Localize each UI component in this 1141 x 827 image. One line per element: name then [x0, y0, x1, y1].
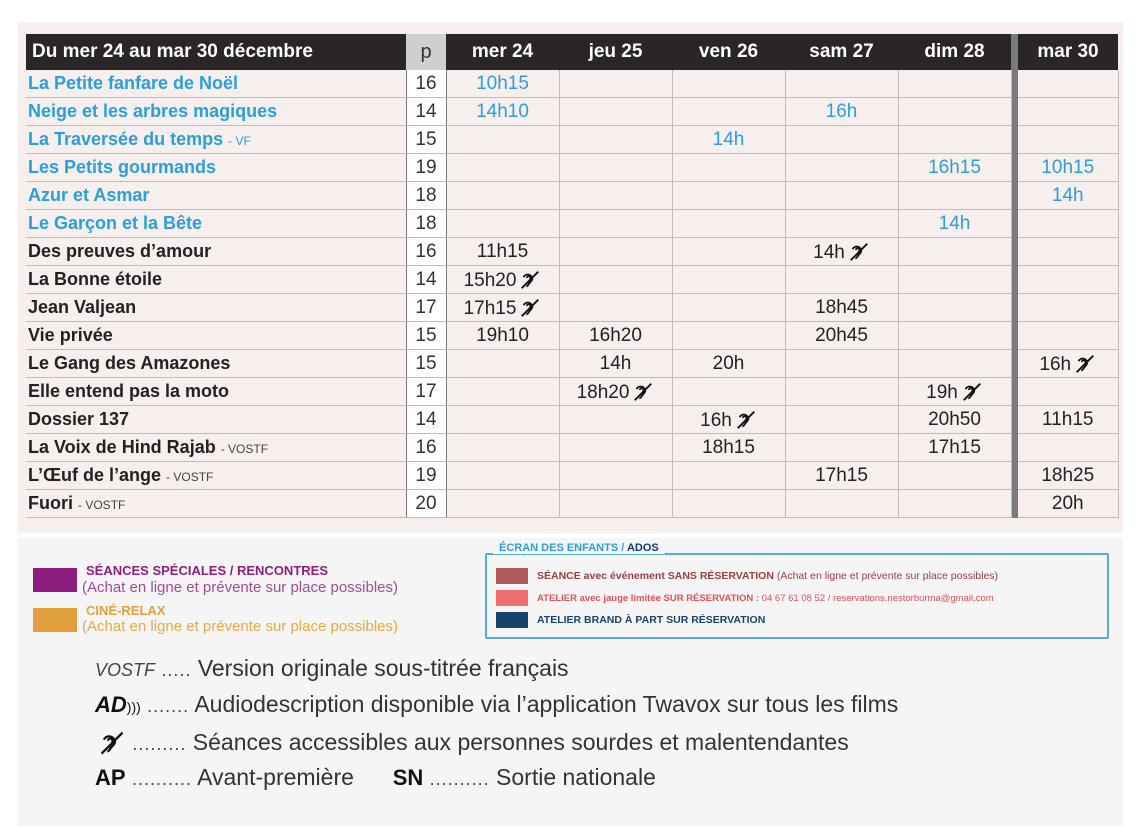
showtime: 17h15: [463, 297, 517, 319]
showtime-cell: [672, 154, 785, 182]
week-separator: [1011, 350, 1018, 378]
showtime: 18h25: [1041, 464, 1095, 486]
film-title: Des preuves d’amour: [28, 241, 212, 261]
showtime-cell: [446, 294, 559, 322]
showtime-cell: [1018, 154, 1118, 182]
table-row: [26, 434, 1118, 462]
showtime-cell: [785, 238, 898, 266]
film-title: Dossier 137: [28, 409, 130, 429]
dots: ..........: [131, 769, 192, 789]
film-title: La Petite fanfare de Noël: [28, 73, 239, 93]
showtime: 11h15: [476, 240, 529, 262]
film-title-cell: [26, 434, 406, 462]
kids-workshop-rest: 04 67 61 08 52 / reservations.nestorburma@gmail.com: [759, 593, 994, 604]
showtime-cell: [672, 294, 785, 322]
showtime-cell: [559, 154, 672, 182]
film-title-cell: [26, 154, 406, 182]
showtime-cell: [898, 406, 1011, 434]
showtime-cell: [559, 210, 672, 238]
version-tag: - VF: [228, 134, 251, 148]
showtime-cell: [559, 350, 672, 378]
hearing-text: Séances accessibles aux personnes sourdes et malentendantes: [192, 729, 849, 755]
showtime-cell: [898, 350, 1011, 378]
screen-number: 15: [406, 350, 446, 378]
week-separator: [1011, 182, 1018, 210]
showtime: 17h15: [815, 464, 868, 486]
film-title: Le Gang des Amazones: [28, 353, 231, 373]
showtime-cell: [672, 350, 785, 378]
showtime-cell: [898, 182, 1011, 210]
table-row: [26, 294, 1118, 322]
showtime-cell: [446, 490, 559, 518]
film-title-cell: [26, 490, 406, 518]
film-title-cell: [26, 322, 406, 350]
film-title: Azur et Asmar: [28, 185, 150, 205]
table-row: [26, 462, 1118, 490]
film-title: La Traversée du temps: [28, 129, 224, 149]
showtime: 19h: [926, 381, 958, 403]
showtime-cell: [672, 182, 785, 210]
showtime-cell: [559, 98, 672, 126]
showtime-cell: [785, 322, 898, 350]
showtime: 19h10: [476, 324, 529, 346]
showtime-cell: [785, 350, 898, 378]
abbr-ap-sn: [95, 764, 656, 791]
showtime-cell: [446, 154, 559, 182]
vostf-text: Version originale sous-titrée français: [197, 655, 569, 681]
week-separator: [1011, 34, 1018, 70]
showtime-cell: [446, 126, 559, 154]
film-title-cell: [26, 126, 406, 154]
showtime-cell: [898, 154, 1011, 182]
table-row: [26, 154, 1118, 182]
showtime-cell: [672, 98, 785, 126]
table-row: [26, 182, 1118, 210]
showtime-cell: [785, 490, 898, 518]
film-title-cell: [26, 462, 406, 490]
version-tag: - VOSTF: [78, 498, 126, 512]
film-title-cell: [26, 294, 406, 322]
week-separator: [1011, 238, 1018, 266]
table-row: [26, 490, 1118, 518]
showtime-cell: [559, 238, 672, 266]
showtime-cell: [898, 238, 1011, 266]
relax-swatch: [33, 608, 77, 632]
hearing-impaired-icon: [961, 380, 983, 402]
film-title: La Bonne étoile: [28, 269, 163, 289]
showtime-cell: [559, 266, 672, 294]
p-column-header: p: [406, 34, 446, 70]
showtime-cell: [672, 266, 785, 294]
screen-number: 14: [406, 406, 446, 434]
day-header: jeu 25: [559, 34, 672, 70]
showtime-cell: [559, 462, 672, 490]
hearing-impaired-icon: [519, 296, 541, 318]
week-separator: [1011, 210, 1018, 238]
showtime-cell: [1018, 406, 1118, 434]
showtime-cell: [672, 126, 785, 154]
ad-text: Audiodescription disponible via l’application Twavox sur tous les films: [194, 691, 899, 717]
week-separator: [1011, 294, 1018, 322]
showtime-cell: [785, 154, 898, 182]
screen-number: 14: [406, 98, 446, 126]
showtime-cell: [446, 434, 559, 462]
showtime-cell: [559, 322, 672, 350]
week-separator: [1011, 434, 1018, 462]
showtime-cell: [559, 490, 672, 518]
showtime-cell: [559, 294, 672, 322]
showtime-cell: [898, 266, 1011, 294]
film-title-cell: [26, 210, 406, 238]
film-title: La Voix de Hind Rajab: [28, 437, 216, 457]
showtime-cell: [446, 350, 559, 378]
week-separator: [1011, 70, 1018, 98]
showtime: 18h20: [576, 381, 630, 403]
showtime: 16h: [1039, 353, 1072, 375]
day-header: ven 26: [672, 34, 785, 70]
table-row: [26, 70, 1118, 98]
hearing-impaired-icon: [98, 728, 126, 756]
showtime-cell: [672, 434, 785, 462]
showtime-cell: [446, 70, 559, 98]
week-separator: [1011, 462, 1018, 490]
kids-event-swatch: [496, 568, 528, 584]
showtime: 14h10: [476, 100, 529, 122]
table-row: [26, 350, 1118, 378]
screen-number: 17: [406, 294, 446, 322]
showtime-cell: [898, 322, 1011, 350]
film-title: Elle entend pas la moto: [28, 381, 230, 401]
film-title-cell: [26, 238, 406, 266]
week-separator: [1011, 406, 1018, 434]
day-header: dim 28: [898, 34, 1011, 70]
showtime-cell: [1018, 126, 1118, 154]
showtime: 16h15: [928, 156, 981, 178]
showtime-cell: [672, 378, 785, 406]
showtime-cell: [898, 434, 1011, 462]
showtime: 15h20: [463, 269, 517, 291]
showtime-cell: [446, 406, 559, 434]
table-row: [26, 98, 1118, 126]
week-separator: [1011, 490, 1018, 518]
hearing-impaired-icon: [1074, 352, 1096, 374]
period-title: Du mer 24 au mar 30 décembre: [26, 34, 406, 70]
special-swatch: [33, 568, 77, 592]
ados-heading: ADOS: [626, 542, 659, 554]
film-title: Fuori: [28, 493, 73, 513]
kids-brand-bold: ATELIER BRAND À PART SUR RÉSERVATION: [537, 614, 766, 626]
showtime: 14h: [712, 128, 745, 150]
special-subtitle: (Achat en ligne et prévente sur place possibles): [82, 579, 399, 596]
ad-key: AD: [95, 692, 127, 717]
showtime: 16h: [700, 409, 732, 431]
table-row: [26, 406, 1118, 434]
table-row: [26, 322, 1118, 350]
sn-key: SN: [392, 765, 424, 790]
showtime: 20h: [712, 352, 745, 374]
showtime: 14h: [1051, 184, 1084, 206]
showtime-cell: [672, 490, 785, 518]
showtime-cell: [446, 238, 559, 266]
table-row: [26, 378, 1118, 406]
film-title-cell: [26, 350, 406, 378]
showtime-cell: [1018, 322, 1118, 350]
showtime-cell: [785, 70, 898, 98]
showtime-cell: [785, 98, 898, 126]
showtime: 20h: [1051, 492, 1084, 514]
hearing-impaired-icon: [632, 380, 654, 402]
showtime-cell: [1018, 350, 1118, 378]
abbr-vostf: [95, 655, 569, 682]
kids-workshop-row: [537, 593, 994, 604]
version-tag: - VOSTF: [220, 442, 269, 456]
showtime-cell: [672, 210, 785, 238]
showtime-cell: [898, 210, 1011, 238]
kids-workshop-bold: ATELIER avec jauge limitée SUR RÉSERVATION :: [537, 593, 760, 604]
showtime-cell: [898, 378, 1011, 406]
showtime-cell: [1018, 462, 1118, 490]
showtime-cell: [1018, 210, 1118, 238]
film-title: Les Petits gourmands: [28, 157, 217, 177]
day-header: sam 27: [785, 34, 898, 70]
showtime: 14h: [599, 352, 632, 374]
showtime: 17h15: [928, 436, 981, 458]
showtime-cell: [1018, 70, 1118, 98]
film-title: Vie privée: [28, 325, 113, 345]
showtime-cell: [1018, 490, 1118, 518]
kids-brand-row: [537, 614, 765, 626]
screen-number: 17: [406, 378, 446, 406]
film-title: Jean Valjean: [28, 297, 137, 317]
showtime-cell: [446, 322, 559, 350]
week-separator: [1011, 98, 1018, 126]
film-title: Neige et les arbres magiques: [28, 101, 278, 121]
showtime-cell: [559, 406, 672, 434]
showtime-cell: [785, 210, 898, 238]
showtime-cell: [1018, 182, 1118, 210]
showtime: 14h: [938, 212, 971, 234]
week-separator: [1011, 126, 1018, 154]
showtime-cell: [559, 70, 672, 98]
showtime-cell: [1018, 378, 1118, 406]
hearing-impaired-icon: [519, 268, 541, 290]
sn-text: Sortie nationale: [496, 764, 656, 790]
screen-number: 18: [406, 182, 446, 210]
kids-event-row: [537, 570, 998, 582]
showtime-cell: [785, 266, 898, 294]
screen-number: 15: [406, 126, 446, 154]
film-title: Le Garçon et la Bête: [28, 213, 203, 233]
screen-number: 16: [406, 238, 446, 266]
screen-number: 18: [406, 210, 446, 238]
showtime-cell: [898, 126, 1011, 154]
film-title-cell: [26, 378, 406, 406]
showtime-cell: [785, 182, 898, 210]
showtime: 16h20: [589, 324, 642, 346]
kids-workshop-swatch: [496, 590, 528, 606]
special-title: SÉANCES SPÉCIALES / RENCONTRES: [86, 563, 328, 578]
showtime: 18h45: [815, 296, 868, 318]
showtime: 10h15: [1041, 156, 1095, 178]
showtime-cell: [559, 434, 672, 462]
showtime-cell: [559, 126, 672, 154]
film-title-cell: [26, 98, 406, 126]
showtime-cell: [446, 182, 559, 210]
showtime: 10h15: [476, 72, 529, 94]
screen-number: 19: [406, 154, 446, 182]
showtime-cell: [672, 70, 785, 98]
version-tag: - VOSTF: [166, 470, 214, 484]
showtime: 14h: [813, 241, 845, 263]
showtime-cell: [1018, 294, 1118, 322]
table-row: [26, 266, 1118, 294]
showtime-cell: [1018, 98, 1118, 126]
screen-number: 20: [406, 490, 446, 518]
showtime-cell: [1018, 434, 1118, 462]
kids-event-bold: SÉANCE avec événement SANS RÉSERVATION: [537, 570, 774, 582]
kids-brand-swatch: [496, 612, 528, 628]
screen-number: 19: [406, 462, 446, 490]
showtime-cell: [1018, 266, 1118, 294]
audio-waves-icon: ))): [126, 699, 141, 715]
showtime-cell: [446, 462, 559, 490]
table-row: [26, 238, 1118, 266]
showtime-cell: [446, 378, 559, 406]
screen-number: 16: [406, 70, 446, 98]
showtime-cell: [785, 294, 898, 322]
showtime-cell: [785, 406, 898, 434]
screen-number: 15: [406, 322, 446, 350]
showtime-cell: [898, 70, 1011, 98]
showtime-cell: [446, 98, 559, 126]
showtime-cell: [898, 462, 1011, 490]
showtime: 11h15: [1042, 408, 1094, 430]
film-title-cell: [26, 182, 406, 210]
showtime-cell: [785, 378, 898, 406]
showtime-cell: [898, 490, 1011, 518]
film-title: L’Œuf de l’ange: [28, 465, 162, 485]
week-separator: [1011, 378, 1018, 406]
vostf-key: VOSTF: [95, 660, 156, 680]
day-header: mar 30: [1018, 34, 1118, 70]
screen-number: 14: [406, 266, 446, 294]
showtime-cell: [446, 210, 559, 238]
table-row: [26, 210, 1118, 238]
dots: .....: [161, 660, 192, 680]
hearing-impaired-icon: [848, 240, 870, 262]
dots: ..........: [429, 769, 490, 789]
kids-legend-title: [493, 542, 665, 554]
showtime-cell: [1018, 238, 1118, 266]
abbr-ad: [95, 691, 898, 718]
showtime-cell: [446, 266, 559, 294]
day-header: mer 24: [446, 34, 559, 70]
showtime: 20h45: [815, 324, 868, 346]
table-header-row: [26, 34, 1118, 70]
showtime-cell: [785, 462, 898, 490]
showtime-cell: [559, 182, 672, 210]
relax-subtitle: (Achat en ligne et prévente sur place possibles): [82, 618, 399, 635]
kids-event-rest: (Achat en ligne et prévente sur place possibles): [773, 570, 999, 582]
film-title-cell: [26, 406, 406, 434]
showtime: 18h15: [702, 436, 755, 458]
showtime-cell: [672, 462, 785, 490]
dots: .........: [132, 734, 187, 754]
film-title-cell: [26, 266, 406, 294]
showtime-cell: [785, 434, 898, 462]
showtime-cell: [898, 98, 1011, 126]
showtime: 16h: [825, 100, 858, 122]
showtime-cell: [672, 238, 785, 266]
showtime-cell: [785, 126, 898, 154]
week-separator: [1011, 322, 1018, 350]
ap-key: AP: [95, 765, 126, 790]
screen-number: 16: [406, 434, 446, 462]
showtime-cell: [898, 294, 1011, 322]
ap-text: Avant-première: [197, 764, 354, 790]
table-row: [26, 126, 1118, 154]
kids-heading: ÉCRAN DES ENFANTS /: [499, 542, 625, 554]
relax-title: CINÉ-RELAX: [86, 603, 166, 618]
hearing-impaired-icon: [735, 408, 757, 430]
showtime: 20h50: [928, 408, 981, 430]
showtime-cell: [672, 322, 785, 350]
dots: .......: [147, 696, 190, 716]
week-separator: [1011, 266, 1018, 294]
week-separator: [1011, 154, 1018, 182]
film-title-cell: [26, 70, 406, 98]
showtime-cell: [672, 406, 785, 434]
showtime-cell: [559, 378, 672, 406]
schedule-table: [26, 34, 1119, 518]
abbr-hearing: [95, 728, 849, 756]
